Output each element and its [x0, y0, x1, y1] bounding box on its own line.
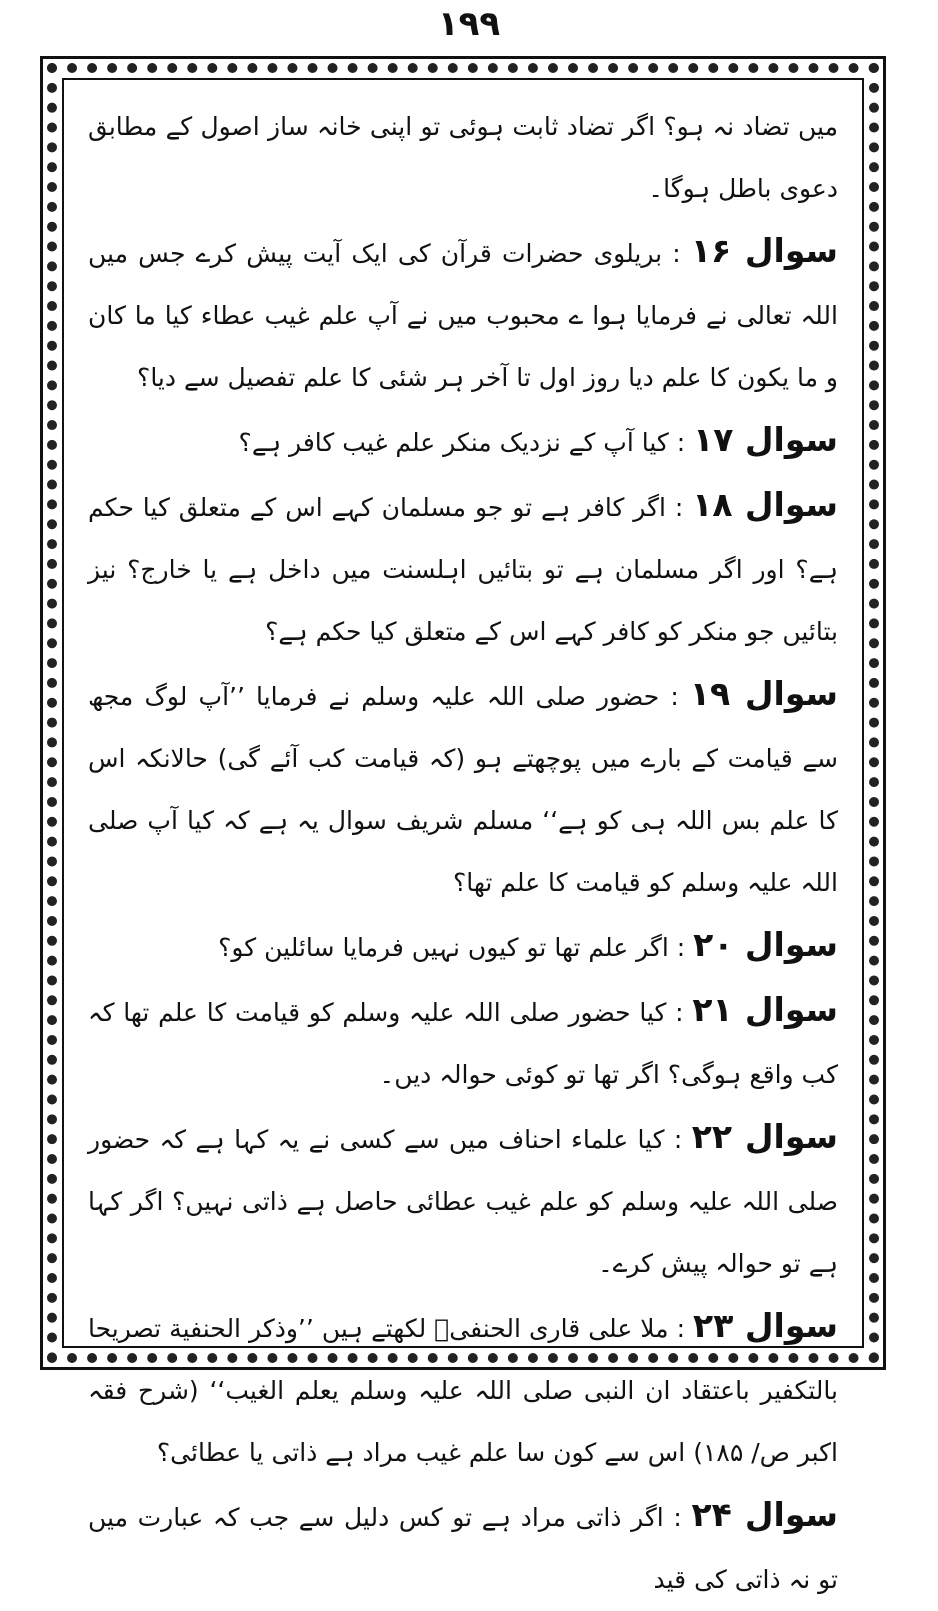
- question-22: [88, 1106, 838, 1295]
- question-20: [88, 914, 838, 979]
- page-number: ۱۹۹: [437, 4, 501, 44]
- question-label: سوال ۱۹: [689, 674, 838, 713]
- question-label: سوال ۲۰: [693, 925, 838, 964]
- page-body: [88, 96, 839, 1594]
- question-text: : اگر کافر ہے تو جو مسلمان کہے اس کے متعلق کیا حکم ہے؟ اور اگر مسلمان ہے تو بتائیں اہلسنت میں داخل ہے یا خارج؟ نیز بتائیں جو منکر کو کافر کہے اس کے متعلق کیا حکم ہے؟: [88, 493, 838, 646]
- intro-paragraph: میں تضاد نہ ہو؟ اگر تضاد ثابت ہوئی تو اپنی خانہ ساز اصول کے مطابق دعوی باطل ہوگا۔: [88, 112, 838, 203]
- question-text: : کیا علماء احناف میں سے کسی نے یہ کہا ہے کہ حضور صلی اللہ علیہ وسلم کو علم غیب عطائی حاصل ہے ذاتی نہیں؟ اگر کہا ہے تو حوالہ پیش کرے۔: [88, 1125, 838, 1278]
- question-label: سوال ۱۷: [693, 420, 838, 459]
- question-label: سوال ۱۸: [692, 485, 839, 524]
- question-text: : کیا آپ کے نزدیک منکر علم غیب کافر ہے؟: [238, 428, 686, 457]
- question-17: [88, 409, 838, 474]
- question-label: سوال ۱۶: [690, 231, 838, 270]
- question-18: [88, 474, 838, 663]
- question-16: [88, 220, 838, 409]
- question-21: [88, 979, 838, 1106]
- question-text: : اگر ذاتی مراد ہے تو کس دلیل سے جب کہ عبارت میں تو نہ ذاتی کی قید: [88, 1503, 838, 1594]
- question-text: : کیا حضور صلی اللہ علیہ وسلم کو قیامت کا علم تھا کہ کب واقع ہوگی؟ اگر تھا تو کوئی حوالہ دیں۔: [88, 998, 838, 1089]
- question-text: : ملا علی قاری الحنفیؒ لکھتے ہیں ’’وذکر الحنفیة تصریحا بالتکفیر باعتقاد ان النبی صلی اللہ علیہ وسلم یعلم الغیب‘‘ (شرح فقہ اکبر ص/ ۱۸۵) اس سے کون سا علم غیب مراد ہے ذاتی یا عطائی؟: [88, 1314, 838, 1467]
- question-text: : بریلوی حضرات قرآن کی ایک آیت پیش کرے جس میں اللہ تعالی نے فرمایا ہوا ے محبوب میں نے آپ علم غیب عطاء کیا ما کان و ما یکون کا علم دیا روز اول تا آخر ہر شئی کا علم تفصیل سے دیا؟: [88, 239, 838, 392]
- question-19: [88, 663, 838, 914]
- question-label: سوال ۲۳: [693, 1306, 838, 1345]
- question-label: سوال ۲۲: [691, 1117, 839, 1156]
- question-text: : حضور صلی اللہ علیہ وسلم نے فرمایا ’’آپ لوگ مجھ سے قیامت کے بارے میں پوچھتے ہو (کہ قیامت کب آئے گی) حالانکہ اس کا علم بس اللہ ہی کو ہے‘‘ مسلم شریف سوال یہ ہے کہ کیا آپ صلی اللہ علیہ وسلم کو قیامت کا علم تھا؟: [88, 682, 838, 897]
- question-text: : اگر علم تھا تو کیوں نہیں فرمایا سائلین کو؟: [218, 933, 686, 962]
- question-label: سوال ۲۴: [691, 1495, 838, 1534]
- question-label: سوال ۲۱: [692, 990, 838, 1029]
- question-23: [88, 1295, 838, 1484]
- question-24: [88, 1484, 838, 1611]
